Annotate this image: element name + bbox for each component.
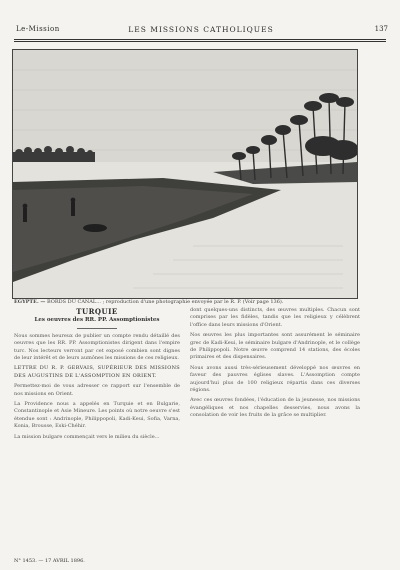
issue-footer: N° 1453. — 17 AVRIL 1896. xyxy=(14,558,85,564)
caption-text: BORDS DU CANAL... ; reproduction d'une photographie envoyée par le R. P. (Voir page 136). xyxy=(47,299,284,305)
right-column xyxy=(190,307,360,423)
body-paragraph-2: La Providence nous a appelés en Turquie et en Bulgarie, Constantinople et Asie Mineure. Les points où notre oeuvre s'est étendue sont : Andrinople, Philippopoli, Kadi-Keui, Sofia, Varna, Konia, Brousse, Eski-Chéhir. xyxy=(14,401,180,430)
header-rule-top xyxy=(14,39,386,40)
right-paragraph-2: Nos œuvres les plus importantes sont assurément le séminaire grec de Kadi-Keui, le séminaire bulgare d'Andrinople, et le collège de Philippopoli. Notre œuvre comprend 14 stations, des écoles primaires et des dispensaires. xyxy=(190,332,360,361)
intro-paragraph: Nous sommes heureux de publier un compte rendu détaillé des oeuvres que les RR. PP. Assomptionistes dirigent dans l'empire turc. Nos lecteurs verront par cet exposé combien sont dignes de leur intérêt et de leurs aumônes les missions de ces religieux. xyxy=(14,332,180,362)
section-title: TURQUIE xyxy=(76,307,118,316)
short-divider xyxy=(77,328,117,329)
right-paragraph-4: Avec ces œuvres fondées, l'éducation de la jeunesse, nos missions évangéliques et nos chapelles desservies, nous avons la consolation de voir les fruits de la grâce se multiplier. xyxy=(190,397,360,419)
page-number: 137 xyxy=(374,25,388,33)
right-paragraph-3: Nous avons aussi très-sérieusement développé nos œuvres en faveur des pauvres églises slaves. L'Assomption compte aujourd'hui plus de 100 religieux répartis dans ces diverses régions. xyxy=(190,364,360,394)
body-paragraph-3: La mission bulgare commençait vers le milieu du siècle... xyxy=(14,433,160,440)
caption-lead: ÉGYPTE. — xyxy=(14,299,46,305)
letter-heading: LETTRE DU R. P. GERVAIS, SUPÉRIEUR DES MISSIONS DES AUGUSTINS DE L'ASSOMPTION EN ORIENT. xyxy=(14,365,180,379)
header-rule-bottom xyxy=(14,41,386,42)
journal-title: LES MISSIONS CATHOLIQUES xyxy=(128,25,274,34)
body-paragraph-1: Permettez-moi de vous adresser ce rapport sur l'ensemble de nos missions en Orient. xyxy=(14,383,180,397)
header-logo: Le-Mission xyxy=(16,25,60,33)
photo-caption xyxy=(14,299,386,305)
section-subtitle: Les oeuvres des RR. PP. Assomptionistes xyxy=(34,317,160,324)
engraving-photo-river-palms xyxy=(12,49,358,299)
right-paragraph-1: dont quelques-uns distincts, des œuvres multiples. Chacun sont comprises par les fidèles, tandis que les religieux y célèbrent l'office dans leurs missions d'Orient. xyxy=(190,307,360,328)
left-column xyxy=(14,307,180,444)
running-header xyxy=(14,25,388,37)
